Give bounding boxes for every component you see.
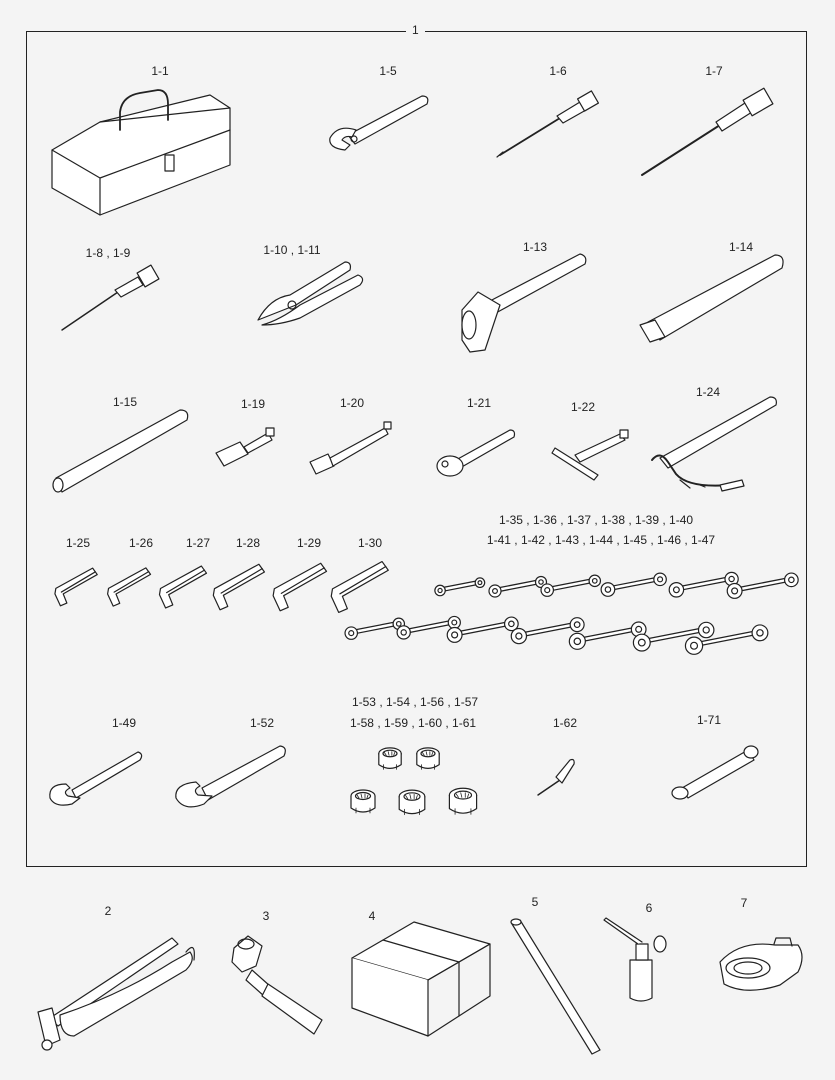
label-1-62: 1-62 bbox=[552, 716, 578, 730]
label-1-53-row2: 1-58 , 1-59 , 1-60 , 1-61 bbox=[349, 716, 477, 730]
screwdriver-icon-1-6 bbox=[497, 91, 598, 157]
bar-icon-1-15 bbox=[53, 410, 188, 492]
strap-wrench-icon bbox=[652, 397, 776, 491]
box-wrench-icon bbox=[672, 746, 758, 799]
label-1-35-row1: 1-35 , 1-36 , 1-37 , 1-38 , 1-39 , 1-40 bbox=[498, 513, 694, 527]
label-1-30: 1-30 bbox=[357, 536, 383, 550]
hex-key-icon-1-30 bbox=[331, 562, 388, 613]
label-1-14: 1-14 bbox=[728, 240, 754, 254]
label-1-13: 1-13 bbox=[522, 240, 548, 254]
label-1-49: 1-49 bbox=[111, 716, 137, 730]
spanner-icon bbox=[489, 577, 547, 598]
ratchet-icon bbox=[437, 430, 515, 476]
extension-icon-1-20 bbox=[310, 422, 391, 474]
screwdriver-icon-1-8 bbox=[62, 265, 159, 330]
label-1-22: 1-22 bbox=[570, 400, 596, 414]
label-1-25: 1-25 bbox=[65, 536, 91, 550]
hex-key-icon-1-28 bbox=[213, 564, 264, 610]
label-1-20: 1-20 bbox=[339, 396, 365, 410]
label-1-26: 1-26 bbox=[128, 536, 154, 550]
label-7: 7 bbox=[740, 896, 748, 910]
oil-can-icon bbox=[604, 918, 666, 1001]
spanner-icon bbox=[541, 575, 600, 596]
wrench-icon-1-49 bbox=[50, 752, 142, 805]
socket-icon bbox=[399, 790, 425, 815]
socket-icon bbox=[417, 748, 439, 769]
spanner-icon bbox=[435, 578, 485, 596]
hammer-icon bbox=[462, 254, 586, 352]
pliers-icon bbox=[258, 262, 363, 325]
label-1-6: 1-6 bbox=[549, 64, 567, 78]
label-5: 5 bbox=[531, 895, 539, 909]
label-1-19: 1-19 bbox=[240, 397, 266, 411]
hex-key-icon-1-27 bbox=[159, 566, 206, 608]
socket-icon bbox=[351, 790, 375, 813]
rod-icon bbox=[511, 919, 600, 1054]
label-1-35-row2: 1-41 , 1-42 , 1-43 , 1-44 , 1-45 , 1-46 , 1-47 bbox=[486, 533, 716, 547]
box-icon bbox=[352, 922, 490, 1036]
label-1-52: 1-52 bbox=[249, 716, 275, 730]
t-handle-icon bbox=[552, 430, 628, 480]
socket-icon bbox=[449, 788, 476, 814]
screwdriver-icon-1-7 bbox=[642, 88, 773, 175]
pin-tool-icon bbox=[538, 760, 574, 796]
label-1-28: 1-28 bbox=[235, 536, 261, 550]
label-1-5: 1-5 bbox=[379, 64, 397, 78]
wrench-icon-1-52 bbox=[176, 746, 286, 807]
label-6: 6 bbox=[645, 901, 653, 915]
label-2: 2 bbox=[104, 904, 112, 918]
hex-key-icon-1-26 bbox=[108, 568, 151, 606]
label-1-53-row1: 1-53 , 1-54 , 1-56 , 1-57 bbox=[351, 695, 479, 709]
label-1-29: 1-29 bbox=[296, 536, 322, 550]
label-1-71: 1-71 bbox=[696, 713, 722, 727]
group-label: 1 bbox=[406, 23, 425, 37]
spanner-icon bbox=[345, 618, 404, 639]
toolbox-icon bbox=[52, 90, 230, 215]
label-1-10-1-11: 1-10 , 1-11 bbox=[263, 243, 321, 257]
label-1-21: 1-21 bbox=[466, 396, 492, 410]
label-1-27: 1-27 bbox=[185, 536, 211, 550]
grease-gun-icon bbox=[38, 938, 194, 1050]
label-1-1: 1-1 bbox=[151, 64, 169, 78]
tube-icon-1-14 bbox=[640, 255, 783, 342]
adjustable-wrench-icon bbox=[330, 96, 428, 150]
label-1-24: 1-24 bbox=[695, 385, 721, 399]
label-1-7: 1-7 bbox=[705, 64, 723, 78]
ring-spanner-icon bbox=[720, 938, 802, 990]
hose-adapter-icon bbox=[232, 936, 322, 1034]
socket-icon bbox=[379, 748, 401, 769]
spanner-icon bbox=[601, 573, 666, 596]
label-1-8-1-9: 1-8 , 1-9 bbox=[85, 246, 131, 260]
label-1-15: 1-15 bbox=[112, 395, 138, 409]
label-4: 4 bbox=[368, 909, 376, 923]
hex-key-icon-1-29 bbox=[273, 563, 326, 611]
hex-key-icon-1-25 bbox=[55, 568, 97, 606]
label-3: 3 bbox=[262, 909, 270, 923]
extension-icon-1-19 bbox=[216, 428, 274, 466]
